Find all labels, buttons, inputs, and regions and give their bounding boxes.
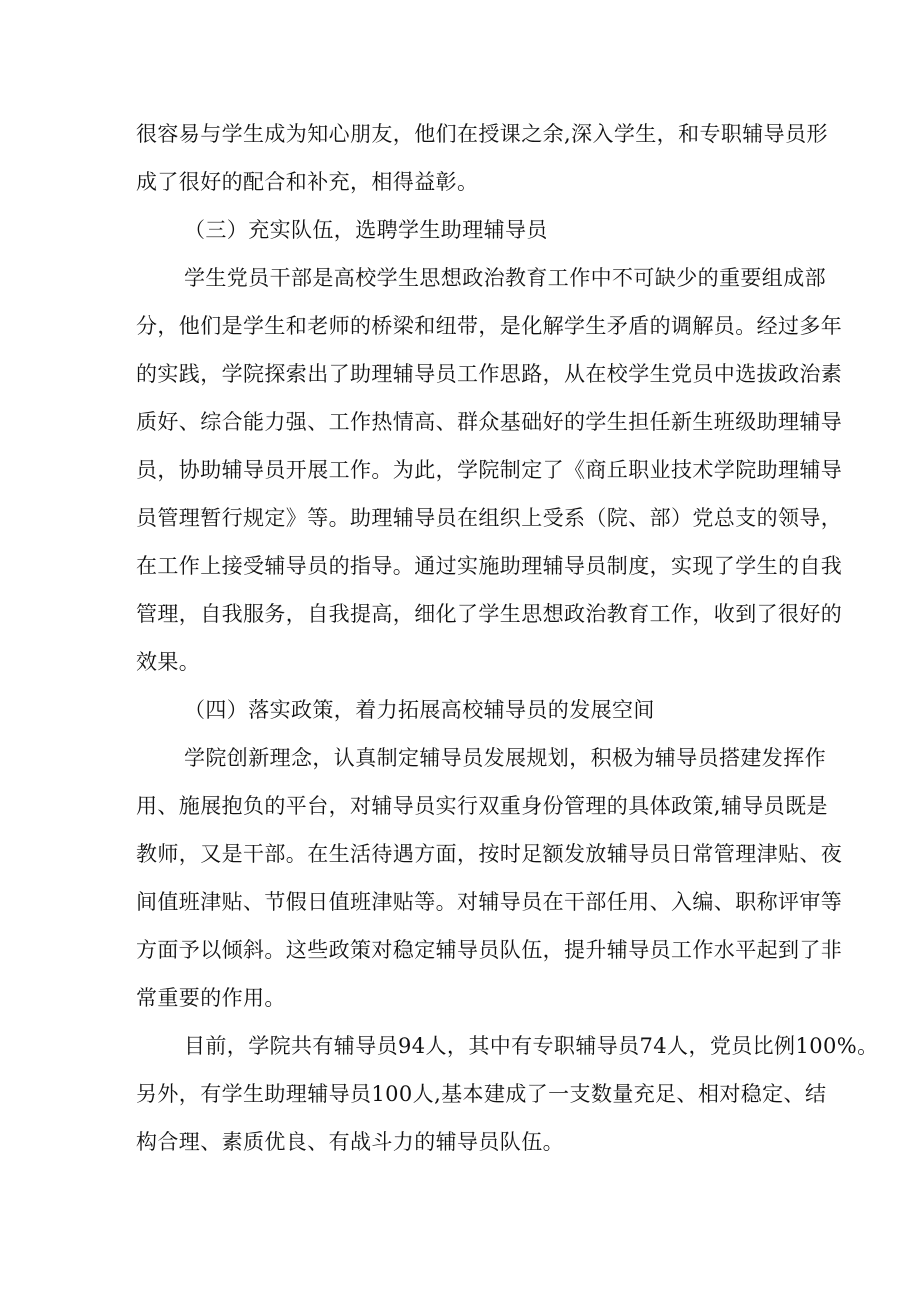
paragraph-line: 目前，学院共有辅导员94人，其中有专职辅导员74人，党员比例100%。: [184, 1034, 879, 1058]
paragraph-line: 效果。: [136, 650, 201, 674]
section-heading-4: （四）落实政策，着力拓展高校辅导员的发展空间: [184, 698, 655, 722]
paragraph-line: 员管理暂行规定》等。助理辅导员在组织上受系（院、部）党总支的领导，: [136, 506, 843, 530]
paragraph-line: 在工作上接受辅导员的指导。通过实施助理辅导员制度，实现了学生的自我: [136, 554, 843, 578]
paragraph-line: 学院创新理念，认真制定辅导员发展规划，积极为辅导员搭建发挥作: [184, 746, 826, 770]
paragraph-line: 间值班津贴、节假日值班津贴等。对辅导员在干部任用、入编、职称评审等: [136, 890, 843, 914]
paragraph-line: 很容易与学生成为知心朋友，他们在授课之余,深入学生，和专职辅导员形: [136, 122, 828, 146]
paragraph-line: 方面予以倾斜。这些政策对稳定辅导员队伍，提升辅导员工作水平起到了非: [136, 938, 843, 962]
paragraph-line: 成了很好的配合和补充，相得益彰。: [136, 170, 479, 194]
paragraph-line: 构合理、素质优良、有战斗力的辅导员队伍。: [136, 1130, 564, 1154]
paragraph-line: 学生党员干部是高校学生思想政治教育工作中不可缺少的重要组成部: [184, 266, 826, 290]
paragraph-line: 的实践，学院探索出了助理辅导员工作思路，从在校学生党员中选拔政治素: [136, 362, 843, 386]
paragraph-line: 分，他们是学生和老师的桥梁和纽带，是化解学生矛盾的调解员。经过多年: [136, 314, 843, 338]
paragraph-line: 另外，有学生助理辅导员100人,基本建成了一支数量充足、相对稳定、结: [136, 1082, 827, 1106]
paragraph-line: 质好、综合能力强、工作热情高、群众基础好的学生担任新生班级助理辅导: [136, 410, 843, 434]
paragraph-line: 常重要的作用。: [136, 986, 286, 1010]
paragraph-line: 用、施展抱负的平台，对辅导员实行双重身份管理的具体政策,辅导员既是: [136, 794, 828, 818]
paragraph-line: 教师，又是干部。在生活待遇方面，按时足额发放辅导员日常管理津贴、夜: [136, 842, 843, 866]
paragraph-line: 管理，自我服务，自我提高，细化了学生思想政治教育工作，收到了很好的: [136, 602, 843, 626]
section-heading-3: （三）充实队伍，选聘学生助理辅导员: [184, 218, 548, 242]
paragraph-line: 员，协助辅导员开展工作。为此，学院制定了《商丘职业技术学院助理辅导: [136, 458, 843, 482]
